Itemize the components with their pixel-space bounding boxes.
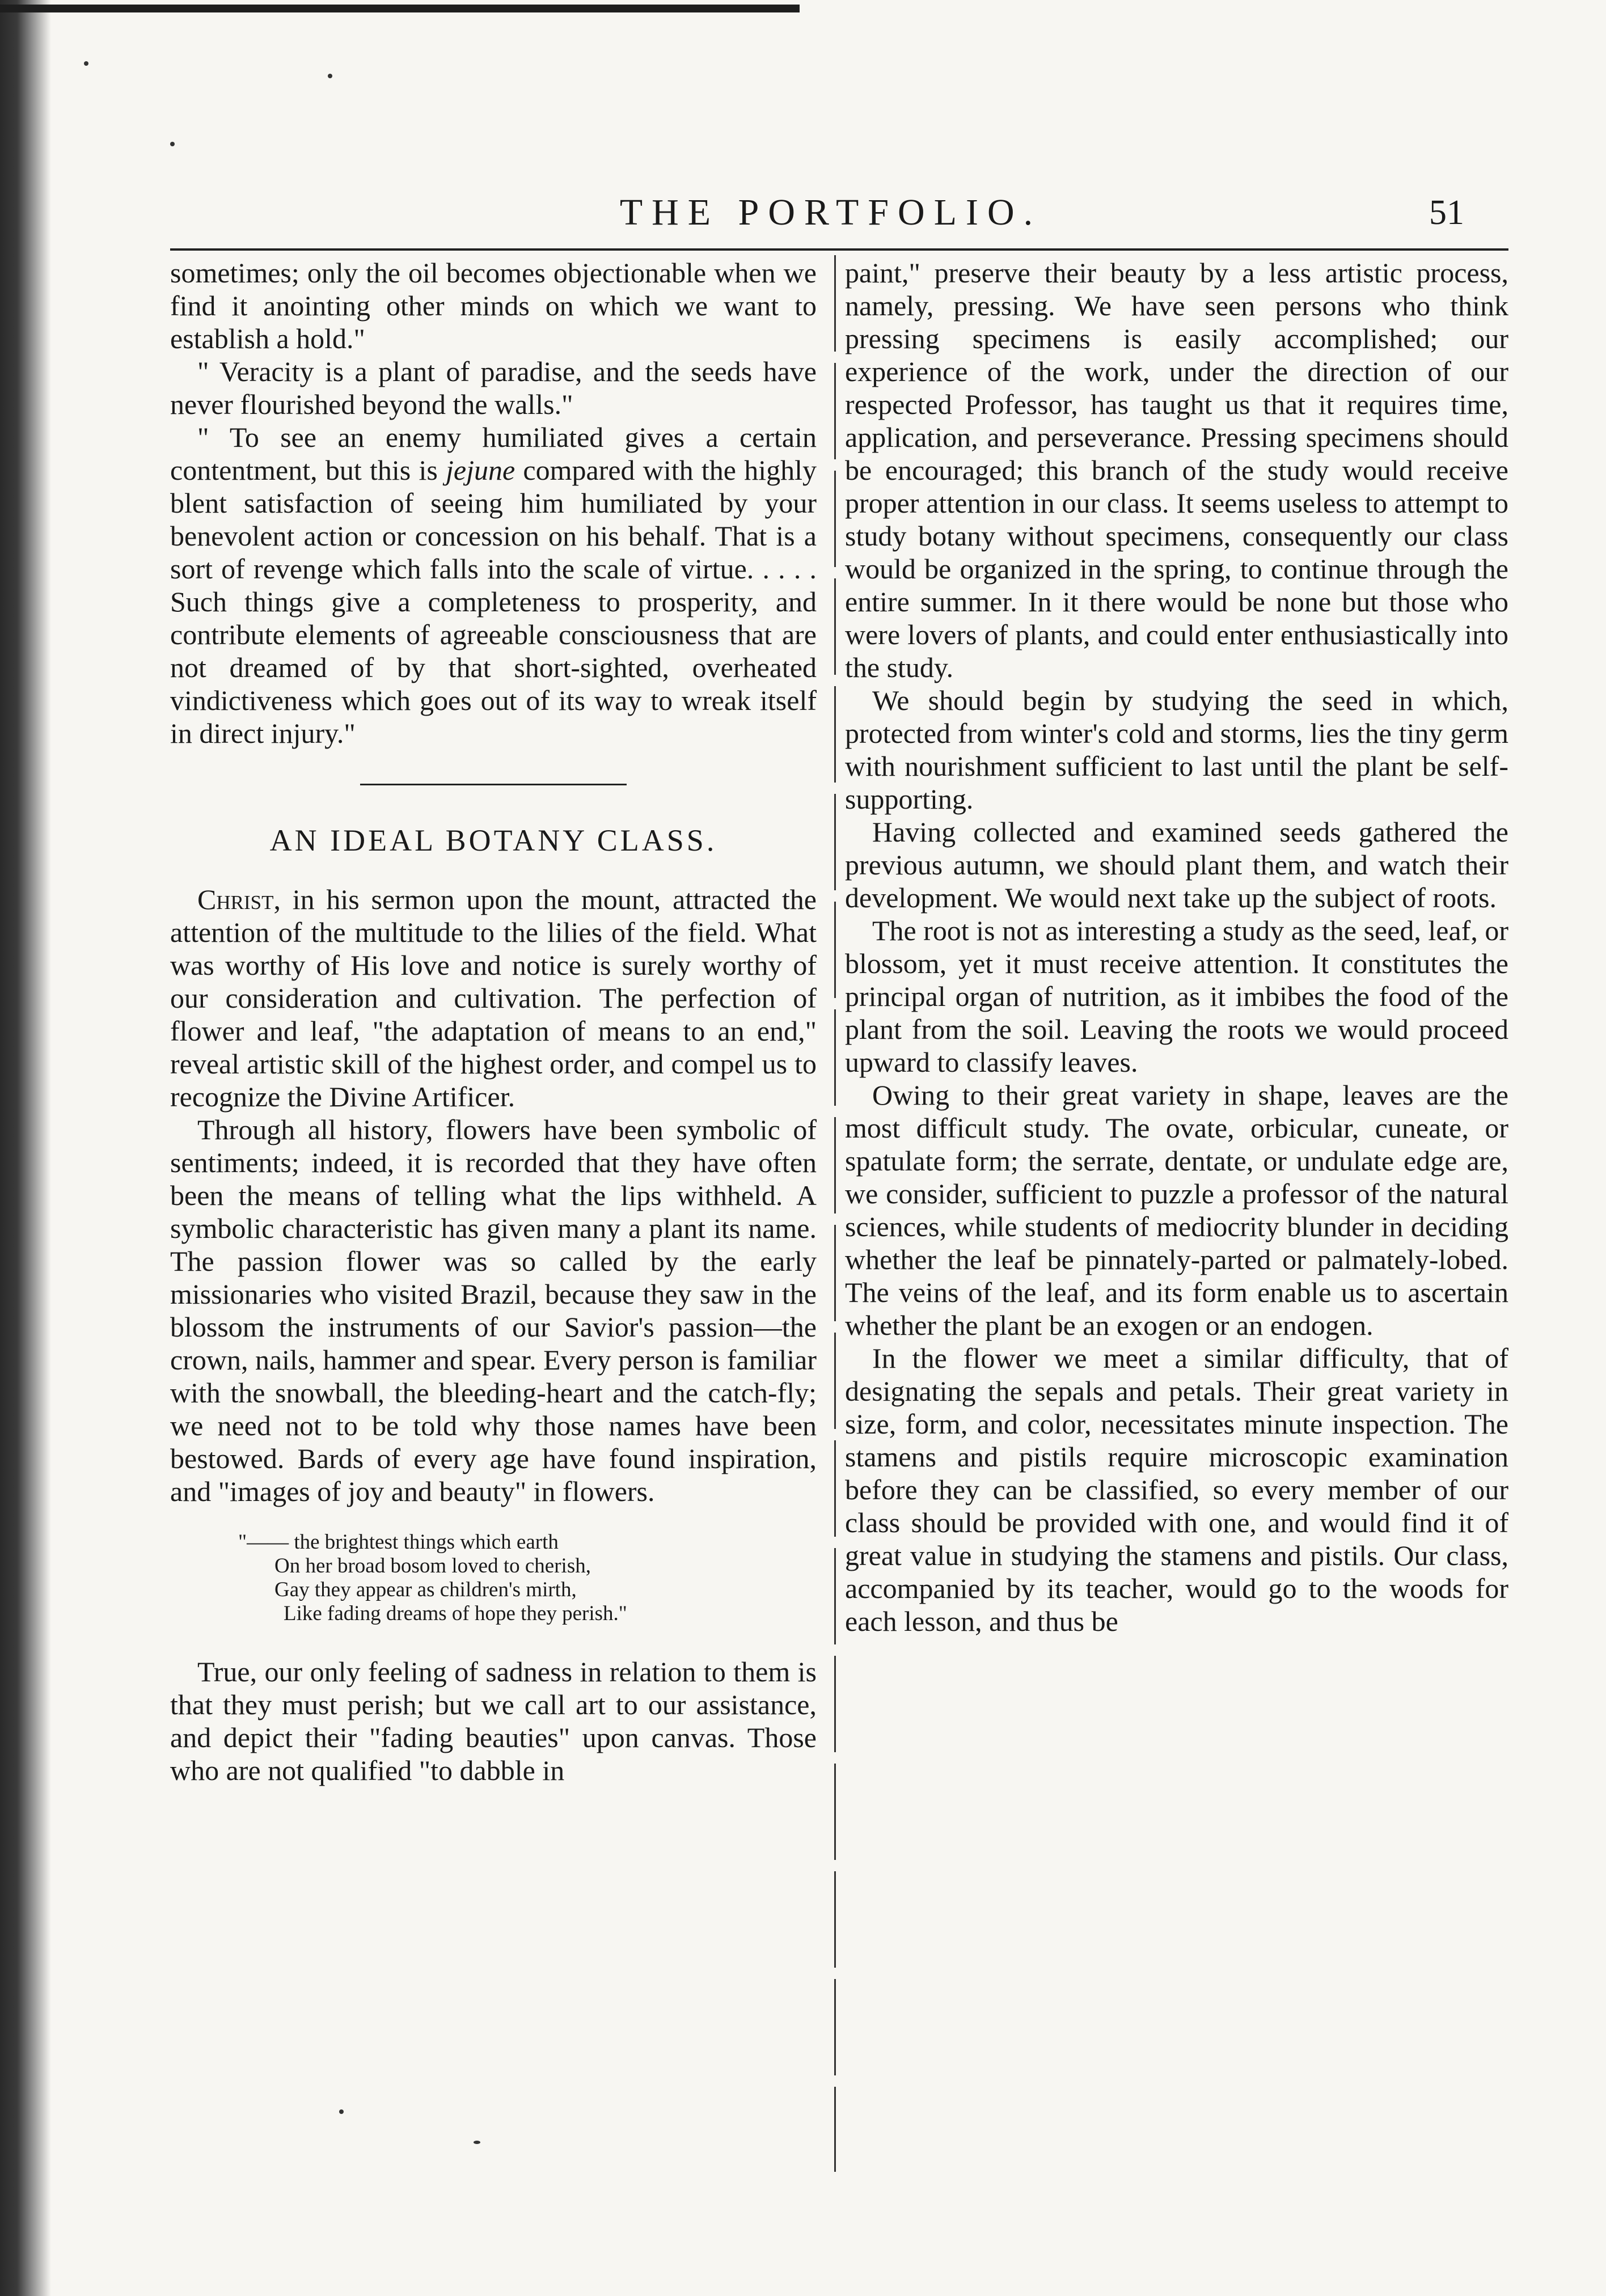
paragraph: True, our only feeling of sadness in relation to them is that they must perish; but we call art to our assistance, and depict their "fading beauties" upon canvas. Those who are not qualified "to dabble in (170, 1656, 817, 1786)
paragraph: In the flower we meet a similar difficulty, that of designating the sepals and petals. Their great variety in size, form, and color, necessitates minute inspection. The stamens and pistils require microscopic examination before they can be classified, so every member of our class should be provided with one, and would find it of great value in studying the stamens and pistils. Our class, accompanied by its teacher, would go to the woods for each lesson, and thus be (845, 1342, 1508, 1637)
right-column (845, 256, 1508, 1638)
text-run: compared with the highly blent satisfaction of seeing him humiliated by your benevolent action or concession on his behalf. That is a sort of revenge which falls into the scale of virtue. . . . . Such things give a completeness to prosperity, and contribute elements of agreeable consciousness that are not dreamed of by that short-sighted, overheated vindictiveness which goes out of its way to wreak itself in direct injury." (170, 454, 817, 749)
poem-line: Gay they appear as children's mirth, (274, 1578, 577, 1601)
column-divider (834, 255, 836, 2172)
paragraph: The root is not as interesting a study as the seed, leaf, or blossom, yet it must receive attention. It constitutes the principal organ of nutrition, as it imbibes the food of the plant from the soil. Leaving the roots we would proceed upward to classify leaves. (845, 915, 1508, 1078)
poem-line: On her broad bosom loved to cherish, (274, 1554, 591, 1578)
running-title: THE PORTFOLIO. (619, 192, 1042, 233)
text-run: " To see an enemy humiliated gives a certain contentment, but this is (170, 421, 817, 486)
text-run: in his sermon upon the mount, attracted the attention of the multitude to the lilies of the field. What was worthy of His love and notice is surely worthy of our consideration and cultivation. The perfection of flower and leaf, "the adaptation of means to an end," reveal artistic skill of the highest order, and compel us to recognize the Divine Artificer. (170, 883, 817, 1113)
scan-speck (339, 2109, 344, 2114)
scan-speck (84, 61, 88, 66)
drop-word: Christ, (197, 883, 281, 915)
paragraph: " Veracity is a plant of paradise, and the seeds have never flourished beyond the walls." (170, 356, 817, 420)
poem-line: Like fading dreams of hope they perish." (284, 1602, 627, 1625)
scan-speck (328, 74, 332, 78)
left-column (170, 256, 817, 1787)
paragraph: sometimes; only the oil becomes objectionable when we find it anointing other minds on which we want to establish a hold." (170, 257, 817, 354)
paragraph (170, 883, 817, 1113)
top-rule (0, 5, 800, 12)
scan-edge-shadow (0, 0, 51, 2296)
section-divider (360, 784, 627, 785)
poem-quote (238, 1530, 817, 1626)
paragraph: Through all history, flowers have been symbolic of sentiments; indeed, it is recorded that they have often been the means of telling what the lips withheld. A symbolic characteristic has given many a plant its name. The passion flower was so called by the early missionaries who visited Brazil, because they saw in the blossom the instruments of our Savior's passion—the crown, nails, hammer and spear. Every person is familiar with the snowball, the bleeding-heart and the catch-fly; we need not to be told why those names have been bestowed. Bards of every age have found inspiration, and "images of joy and beauty" in flowers. (170, 1114, 817, 1507)
header-rule (170, 248, 1508, 251)
poem-line: "—— the brightest things which earth (238, 1530, 559, 1554)
paragraph: Having collected and examined seeds gathered the previous autumn, we should plant them, and watch their development. We would next take up the subject of roots. (845, 816, 1508, 914)
paragraph: We should begin by studying the seed in which, protected from winter's cold and storms, lies the tiny germ with nourishment sufficient to last until the plant be self-supporting. (845, 684, 1508, 815)
article-title: AN IDEAL BOTANY CLASS. (269, 823, 717, 857)
scan-speck (170, 142, 175, 146)
italic-word: jejune (446, 454, 515, 486)
paragraph: paint," preserve their beauty by a less artistic process, namely, pressing. We have seen persons who think pressing specimens is easily accomplished; our experience of the work, under the direction of our respected Professor, has taught us that it requires time, application, and perseverance. Pressing specimens should be encouraged; this branch of the study would receive proper attention in our class. It seems useless to attempt to study botany without specimens, consequently our class would be organized in the spring, to continue through the entire summer. In it there would be none but those who were lovers of plants, and could enter enthusiastically into the study. (845, 257, 1508, 683)
scan-speck (474, 2141, 480, 2144)
page-number: 51 (1429, 193, 1464, 232)
paragraph: Owing to their great variety in shape, leaves are the most difficult study. The ovate, orbicular, cuneate, or spatulate form; the serrate, dentate, or undulate edge are, we consider, sufficient to puzzle a professor of the natural sciences, while students of mediocrity blunder in deciding whether the leaf be pinnately-parted or palmately-lobed. The veins of the leaf, and its form enable us to ascertain whether the plant be an exogen or an endogen. (845, 1079, 1508, 1341)
paragraph (170, 421, 817, 750)
